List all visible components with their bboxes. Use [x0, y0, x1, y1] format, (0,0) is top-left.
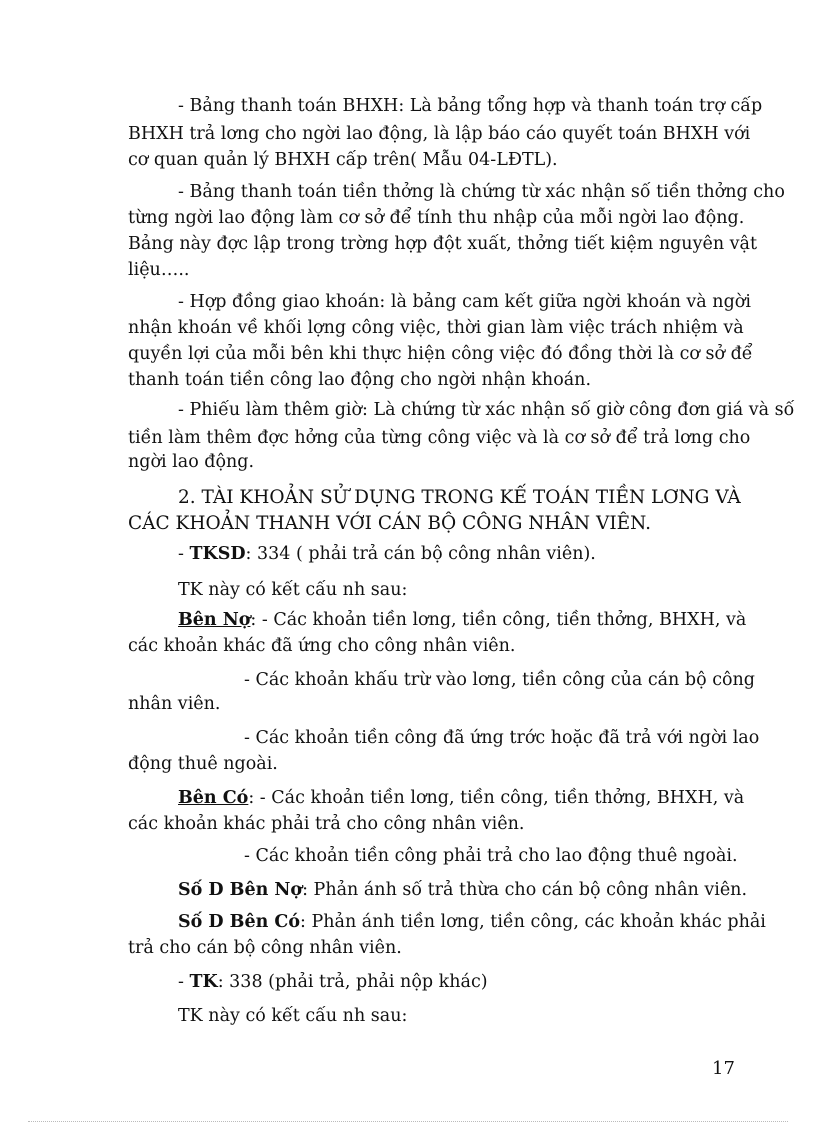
tk338-structure-line: TK này có kết cấu nh sau: — [178, 1006, 408, 1026]
tksd-line: - TKSD: 334 ( phải trả cán bộ công nhân viên). — [178, 544, 596, 564]
so-du-co-line-1: Số D Bên Có: Phản ánh tiền lơng, tiền công, các khoản khác phải — [178, 912, 766, 932]
ben-co-item2: - Các khoản tiền công phải trả cho lao động thuê ngoài. — [244, 846, 738, 866]
footer-divider — [28, 1121, 788, 1122]
tk-structure-line: TK này có kết cấu nh sau: — [178, 580, 408, 600]
so-du-co-label: Số D Bên Có — [178, 912, 301, 932]
p2-line-2: từng ngời lao động làm cơ sở để tính thu nhập của mỗi ngời lao động. — [128, 208, 745, 228]
ben-co-line-2: các khoản khác phải trả cho công nhân viên. — [128, 814, 525, 834]
tk338-label: TK — [189, 972, 218, 992]
ben-no-item3-line-2: động thuê ngoài. — [128, 754, 278, 774]
p2-line-4: liệu….. — [128, 260, 190, 280]
p3-line-4: thanh toán tiền công lao động cho ngời nhận khoán. — [128, 370, 592, 390]
p1-line-2: BHXH trả lơng cho ngời lao động, là lập báo cáo quyết toán BHXH với — [128, 124, 751, 144]
tksd-label: TKSD — [189, 544, 246, 564]
section-heading-line-1: 2. TÀI KHOẢN SỬ DỤNG TRONG KẾ TOÁN TIỀN LƠNG VÀ — [178, 487, 741, 508]
ben-no-line-1: Bên Nợ: - Các khoản tiền lơng, tiền công, tiền thởng, BHXH, và — [178, 610, 747, 630]
p4-line-3: ngời lao động. — [128, 452, 255, 472]
tk338-line: - TK: 338 (phải trả, phải nộp khác) — [178, 972, 488, 992]
ben-no-item2-line-1: - Các khoản khấu trừ vào lơng, tiền công của cán bộ công — [244, 670, 756, 690]
p3-line-3: quyền lợi của mỗi bên khi thực hiện công việc đó đồng thời là cơ sở để — [128, 344, 753, 364]
p1-line-1: - Bảng thanh toán BHXH: Là bảng tổng hợp và thanh toán trợ cấp — [178, 96, 763, 116]
so-du-no-label: Số D Bên Nợ — [178, 880, 303, 900]
so-du-no-line: Số D Bên Nợ: Phản ánh số trả thừa cho cán bộ công nhân viên. — [178, 880, 748, 900]
p2-line-3: Bảng này đợc lập trong trờng hợp đột xuất, thởng tiết kiệm nguyên vật — [128, 234, 758, 254]
so-du-co-line-2: trả cho cán bộ công nhân viên. — [128, 938, 402, 958]
p3-line-1: - Hợp đồng giao khoán: là bảng cam kết giữa ngời khoán và ngời — [178, 292, 751, 312]
p1-line-3: cơ quan quản lý BHXH cấp trên( Mẫu 04-LĐTL). — [128, 150, 558, 170]
p2-line-1: - Bảng thanh toán tiền thởng là chứng từ xác nhận số tiền thởng cho — [178, 182, 785, 202]
ben-co-line-1: Bên Có: - Các khoản tiền lơng, tiền công, tiền thởng, BHXH, và — [178, 788, 745, 808]
ben-no-label: Bên Nợ — [178, 610, 251, 630]
p4-line-1: - Phiếu làm thêm giờ: Là chứng từ xác nhận số giờ công đơn giá và số — [178, 400, 795, 420]
section-heading-line-2: CÁC KHOẢN THANH VỚI CÁN BỘ CÔNG NHÂN VIÊN. — [128, 513, 652, 534]
ben-no-line-2: các khoản khác đã ứng cho công nhân viên. — [128, 636, 516, 656]
p4-line-2: tiền làm thêm đợc hởng của từng công việc và là cơ sở để trả lơng cho — [128, 428, 751, 448]
page-number: 17 — [712, 1058, 735, 1079]
ben-no-item2-line-2: nhân viên. — [128, 694, 221, 714]
p3-line-2: nhận khoán về khối lợng công việc, thời gian làm việc trách nhiệm và — [128, 318, 744, 338]
ben-no-item3-line-1: - Các khoản tiền công đã ứng trớc hoặc đã trả với ngời lao — [244, 728, 760, 748]
ben-co-label: Bên Có — [178, 788, 249, 808]
